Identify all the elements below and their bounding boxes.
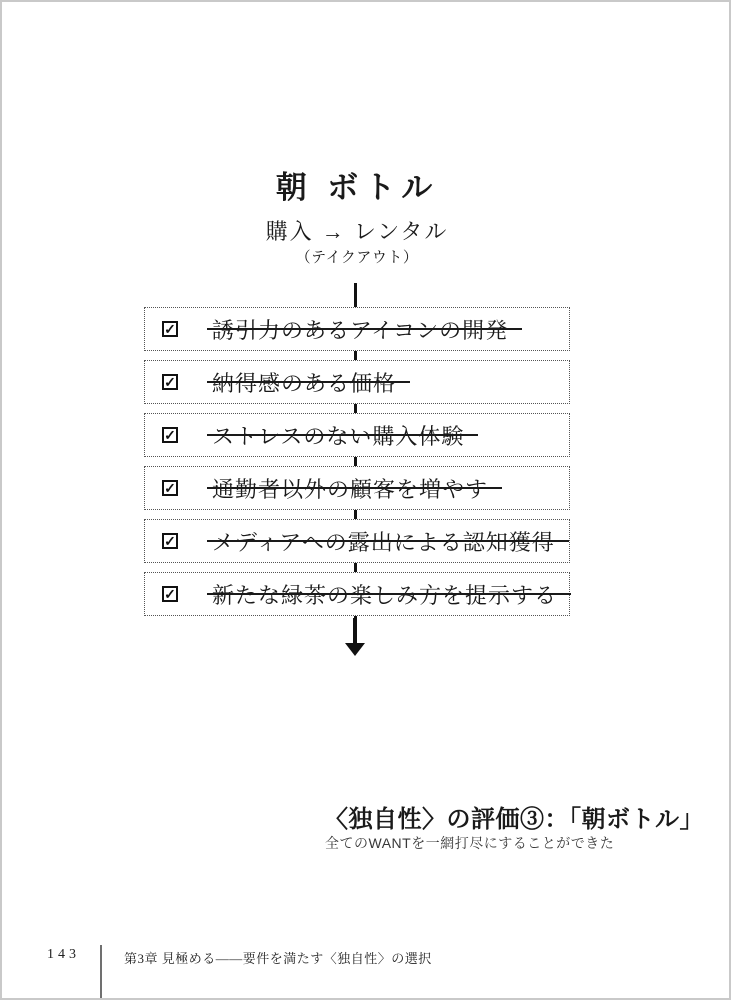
checklist-item <box>144 413 570 457</box>
check-icon: ✓ <box>164 426 176 443</box>
chapter-title: 第3章 見極める——要件を満たす〈独自性〉の選択 <box>124 951 432 966</box>
down-arrow-shaft <box>353 618 357 644</box>
checked-checkbox-icon <box>162 480 178 496</box>
want-checklist <box>144 307 570 616</box>
checklist-item-label: メディアへの露出による認知獲得 <box>207 524 569 559</box>
checked-checkbox-icon <box>162 321 178 337</box>
check-icon: ✓ <box>164 320 176 337</box>
checked-checkbox-icon <box>162 586 178 602</box>
diagram-subtitle-note: （テイクアウト） <box>295 249 419 266</box>
checked-checkbox-icon <box>162 533 178 549</box>
checklist-item-label: 通勤者以外の顧客を増やす <box>207 471 502 506</box>
checklist-item-label: 納得感のある価格 <box>207 365 410 400</box>
figure-caption-title: 〈独自性〉の評価③：「朝ボトル」 <box>324 806 704 833</box>
checklist-item <box>144 360 570 404</box>
check-icon: ✓ <box>164 585 176 602</box>
checked-checkbox-icon <box>162 374 178 390</box>
checklist-item <box>144 307 570 351</box>
down-arrow-icon <box>345 643 365 656</box>
checklist-item-label: 誘引力のあるアイコンの開発 <box>207 312 522 347</box>
diagram-title: 朝 ボトル <box>275 170 439 205</box>
checklist-item-label: 新たな緑茶の楽しみ方を提示する <box>207 577 571 612</box>
check-icon: ✓ <box>164 479 176 496</box>
checklist-item <box>144 519 570 563</box>
checklist-item <box>144 466 570 510</box>
page-number: 143 <box>47 947 80 962</box>
check-icon: ✓ <box>164 373 176 390</box>
diagram-subtitle: 購入 → レンタル <box>265 219 449 244</box>
checklist-item-label: ストレスのない購入体験 <box>207 418 478 453</box>
footer-divider <box>100 945 102 998</box>
figure-caption-subtitle: 全てのWANTを一網打尽にすることができた <box>325 835 615 851</box>
checklist-item <box>144 572 570 616</box>
check-icon: ✓ <box>164 532 176 549</box>
checked-checkbox-icon <box>162 427 178 443</box>
